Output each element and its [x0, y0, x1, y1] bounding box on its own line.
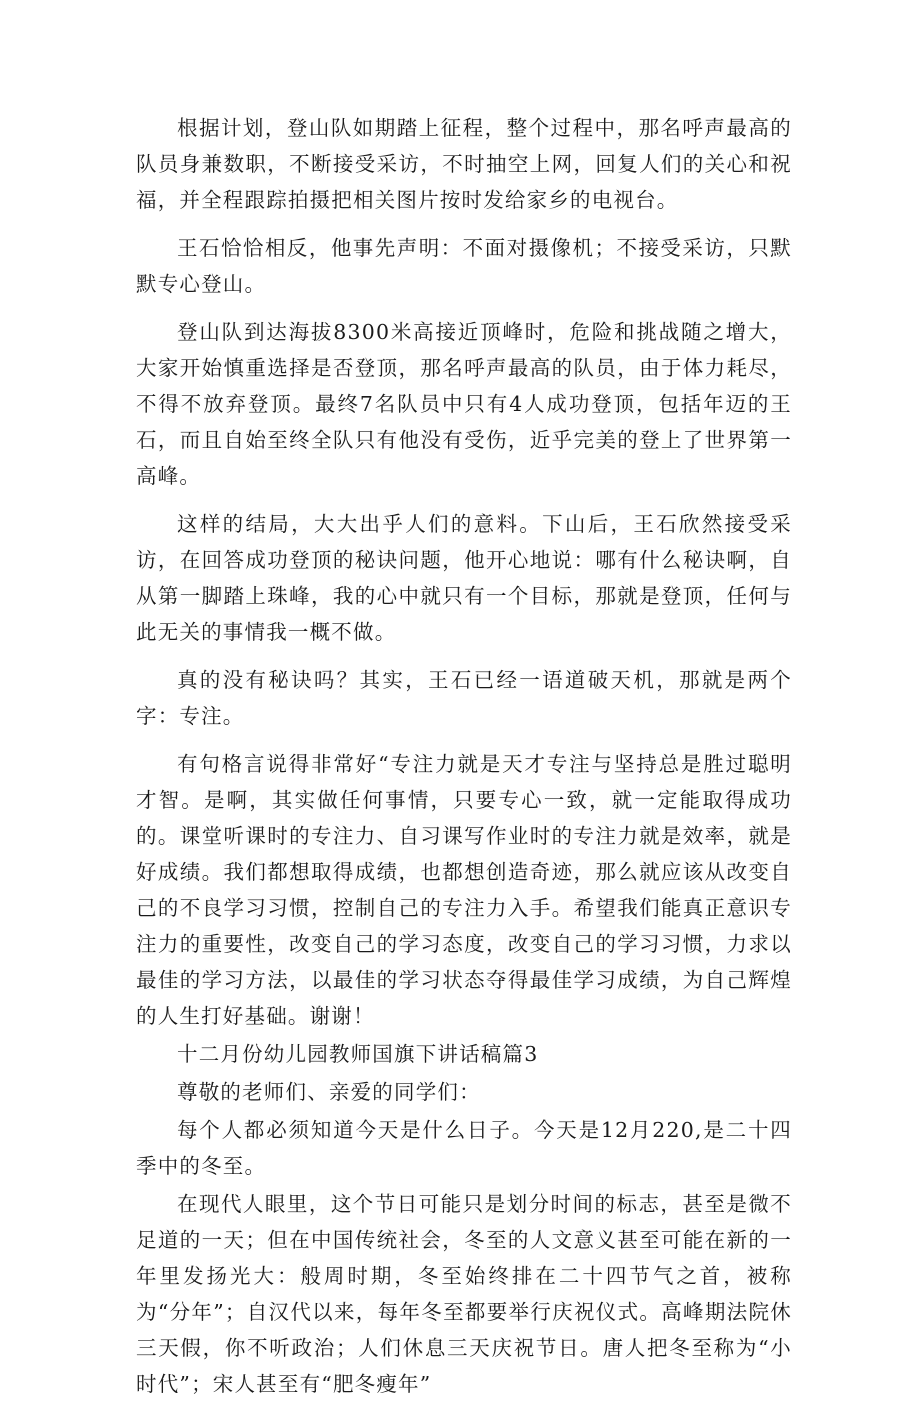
- paragraph-focus-conclusion: 有句格言说得非常好“专注力就是天才专注与坚持总是胜过聪明才智。是啊，其实做任何事情，只要专心一致，就一定能取得成功的。课堂听课时的专注力、自习课写作业时的专注力就是效率，就是好成绩。我们都想取得成绩，也都想创造奇迹，那么就应该从改变自己的不良学习习惯，控制自己的专注力入手。希望我们能真正意识专注力的重要性，改变自己的学习态度，改变自己的学习习惯，力求以最佳的学习方法，以最佳的学习状态夺得最佳学习成绩，为自己辉煌的人生打好基础。谢谢！: [136, 752, 792, 1028]
- paragraph-plan: 根据计划，登山队如期踏上征程，整个过程中，那名呼声最高的队员身兼数职，不断接受采访，不时抽空上网，回复人们的关心和祝福，并全程跟踪拍摄把相关图片按时发给家乡的电视台。: [136, 116, 792, 212]
- paragraph-winter-solstice-history: 在现代人眼里，这个节日可能只是划分时间的标志，甚至是微不足道的一天；但在中国传统社会，冬至的人文意义甚至可能在新的一年里发扬光大：般周时期，冬至始终排在二十四节气之首，被称为“分年”；自汉代以来，每年冬至都要举行庆祝仪式。高峰期法院休三天假，你不听政治；人们休息三天庆祝节日。唐人把冬至称为“小时代”；宋人甚至有“肥冬瘦年”: [136, 1192, 792, 1396]
- salutation: 尊敬的老师们、亲爱的同学们：: [177, 1080, 481, 1104]
- section-heading: 十二月份幼儿园教师国旗下讲话稿篇3: [177, 1042, 539, 1066]
- paragraph-wang-shi-statement: 王石恰恰相反，他事先声明：不面对摄像机；不接受采访，只默默专心登山。: [136, 236, 792, 296]
- paragraph-secret: 真的没有秘诀吗？其实，王石已经一语道破天机，那就是两个字：专注。: [136, 668, 792, 728]
- paragraph-result: 这样的结局，大大出乎人们的意料。下山后，王石欣然接受采访，在回答成功登顶的秘诀问题，他开心地说：哪有什么秘诀啊，自从第一脚踏上珠峰，我的心中就只有一个目标，那就是登顶，任何与此无关的事情我一概不做。: [136, 512, 792, 644]
- paragraph-winter-solstice-date: 每个人都必须知道今天是什么日子。今天是12月220,是二十四季中的冬至。: [136, 1118, 792, 1178]
- paragraph-summit: 登山队到达海拔8300米高接近顶峰时，危险和挑战随之增大，大家开始慎重选择是否登顶，那名呼声最高的队员，由于体力耗尽，不得不放弃登顶。最终7名队员中只有4人成功登顶，包括年迈的王石，而且自始至终全队只有他没有受伤，近乎完美的登上了世界第一高峰。: [136, 320, 792, 488]
- document-page: [136, 110, 792, 1402]
